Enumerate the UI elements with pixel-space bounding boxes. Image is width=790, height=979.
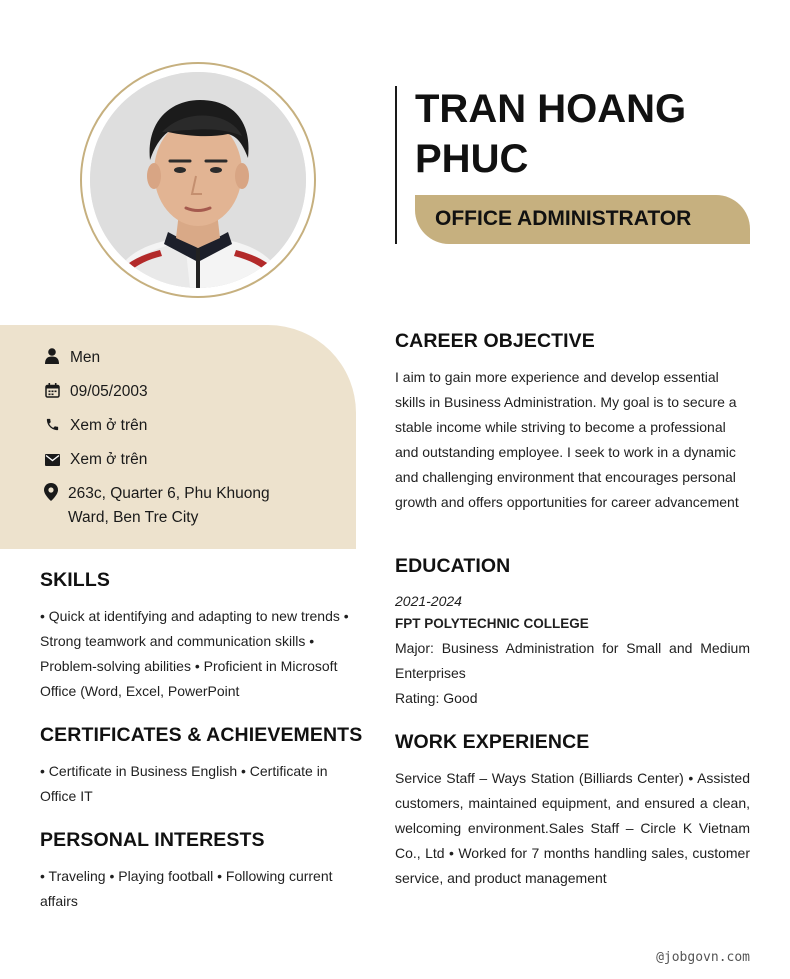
work-experience-text: Service Staff – Ways Station (Billiards Center) • Assisted customers, maintained equipment, and ensured a clean, welcoming environment.Sales Staff – Circle K Vietnam Co., Ltd • Worked for 7 months handling sales, customer service, and product management — [395, 770, 750, 886]
profile-photo-frame — [80, 62, 316, 298]
location-pin-icon — [44, 483, 58, 501]
skills-text: • Quick at identifying and adapting to new trends • Strong teamwork and communication skills • Problem-solving abilities • Proficient in Microsoft Office (Word, Excel, PowerPoint — [40, 608, 349, 699]
interests-text: • Traveling • Playing football • Following current affairs — [40, 868, 333, 909]
site-watermark: @jobgovn.com — [656, 950, 750, 965]
contact-birthdate — [44, 380, 148, 404]
interests-heading: PERSONAL INTERESTS — [40, 829, 265, 851]
contact-address — [44, 482, 304, 530]
phone-text: Xem ở trên — [70, 417, 148, 434]
contact-panel — [0, 325, 356, 549]
certificates-text: • Certificate in Business English • Certificate in Office IT — [40, 763, 328, 804]
education-school: FPT POLYTECHNIC COLLEGE — [395, 616, 589, 631]
contact-email — [44, 448, 147, 472]
calendar-icon — [44, 381, 60, 399]
address-text: 263c, Quarter 6, Phu Khuong Ward, Ben Tre City — [68, 485, 270, 526]
person-icon — [44, 347, 60, 365]
portrait-image — [90, 72, 306, 288]
name-divider — [395, 86, 397, 244]
phone-icon — [44, 415, 60, 433]
skills-heading: SKILLS — [40, 569, 110, 591]
education-rating: Rating: Good — [395, 690, 478, 706]
contact-phone — [44, 414, 147, 438]
education-heading: EDUCATION — [395, 555, 511, 577]
birthdate-text: 09/05/2003 — [70, 383, 148, 400]
career-objective-heading: CAREER OBJECTIVE — [395, 330, 595, 352]
candidate-name: TRAN HOANG PHUC — [415, 87, 687, 181]
job-title: OFFICE ADMINISTRATOR — [435, 207, 692, 230]
education-period: 2021-2024 — [395, 593, 462, 609]
career-objective-text: I aim to gain more experience and develop essential skills in Business Administration. My goal is to secure a stable income while striving to become a professional and outstanding employee. I seek to work in a dynamic and challenging environment that encourages personal growth and offers opportunities for career advancement — [395, 369, 739, 510]
education-major: Major: Business Administration for Small and Medium Enterprises — [395, 640, 750, 681]
gender-text: Men — [70, 349, 101, 366]
email-text: Xem ở trên — [70, 451, 148, 468]
job-title-badge — [415, 195, 750, 244]
profile-photo — [90, 72, 306, 288]
work-experience-heading: WORK EXPERIENCE — [395, 731, 590, 753]
certificates-heading: CERTIFICATES & ACHIEVEMENTS — [40, 724, 363, 746]
contact-gender — [44, 346, 100, 370]
mail-icon — [44, 449, 60, 467]
